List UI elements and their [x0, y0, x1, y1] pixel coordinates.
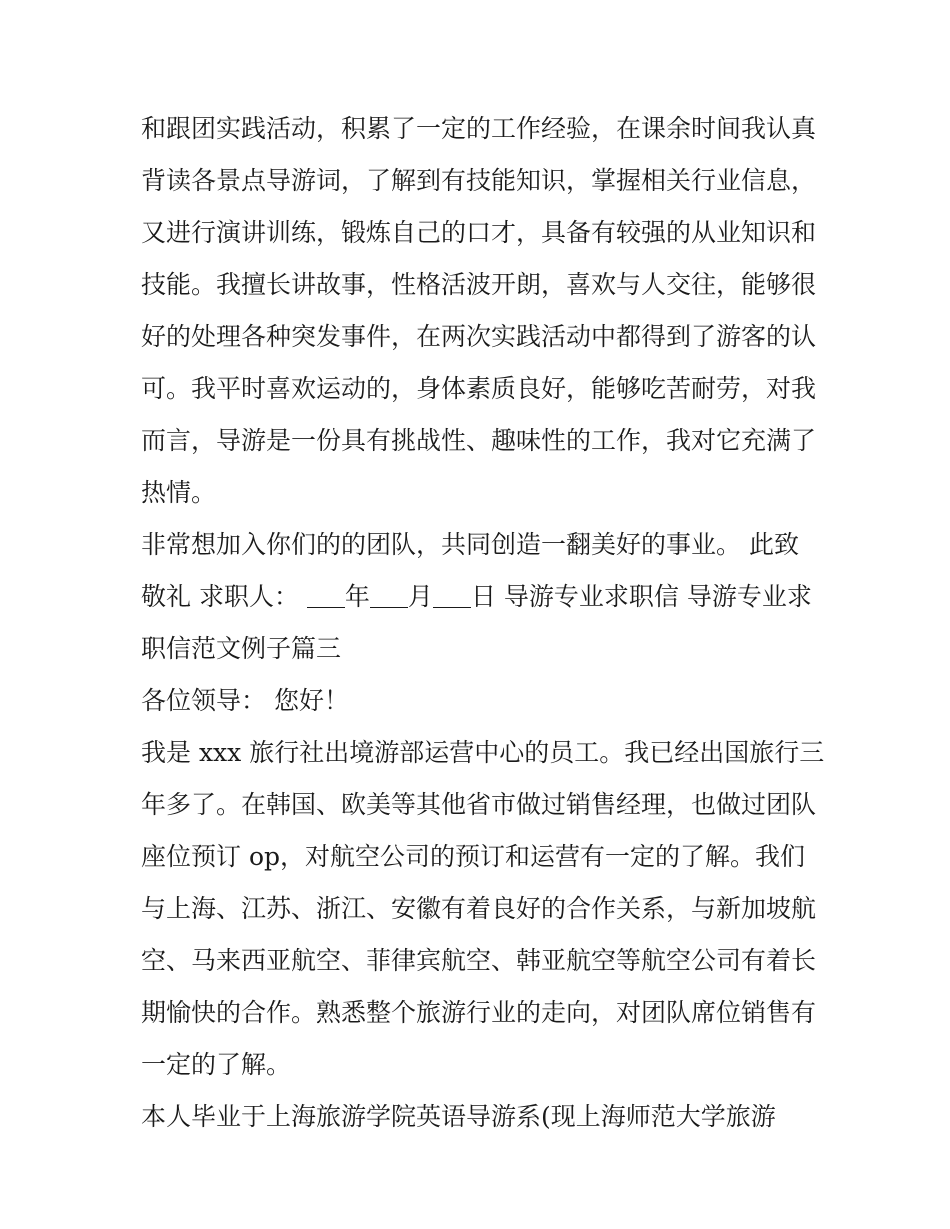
text-line: 非常想加入你们的的团队，共同创造一翻美好的事业。 此致: [141, 530, 799, 559]
text-line: 空、马来西亚航空、菲律宾航空、韩亚航空等航空公司有着长: [141, 946, 817, 975]
text-line: 技能。我擅长讲故事，性格活波开朗，喜欢与人交往，能够很: [141, 270, 817, 299]
text-line: 我是 xxx 旅行社出境游部运营中心的员工。我已经出国旅行三: [141, 738, 825, 767]
greeting-line: 各位领导： 您好！: [141, 686, 349, 715]
text-line: 和跟团实践活动，积累了一定的工作经验，在课余时间我认真: [141, 114, 817, 143]
document-body: [141, 103, 825, 1143]
text-line: 本人毕业于上海旅游学院英语导游系(现上海师范大学旅游: [141, 1102, 776, 1131]
text-line: 又进行演讲训练，锻炼自己的口才，具备有较强的从业知识和: [141, 218, 817, 247]
section-title: 职信范文例子篇三: [141, 634, 342, 663]
month-blank: [370, 585, 408, 608]
day-label: 日: [470, 582, 496, 611]
text-line: 与上海、江苏、浙江、安徽有着良好的合作关系，与新加坡航: [141, 894, 817, 923]
text-line: 座位预订 op，对航空公司的预订和运营有一定的了解。我们: [141, 842, 806, 871]
text-line: 年多了。在韩国、欧美等其他省市做过销售经理，也做过团队: [141, 790, 817, 819]
text-line: 好的处理各种突发事件，在两次实践活动中都得到了游客的认: [141, 322, 817, 351]
text-line: 背读各景点导游词，了解到有技能知识，掌握相关行业信息，: [141, 166, 817, 195]
year-label: 年: [344, 582, 370, 611]
text-line: 一定的了解。: [141, 1050, 292, 1079]
month-label: 月: [407, 582, 433, 611]
closing-prefix: 敬礼 求职人：: [141, 582, 307, 611]
text-line: 可。我平时喜欢运动的，身体素质良好，能够吃苦耐劳，对我: [141, 374, 817, 403]
text-line: 期愉快的合作。熟悉整个旅游行业的走向，对团队席位销售有: [141, 998, 817, 1027]
closing-suffix: 导游专业求职信 导游专业求: [495, 582, 812, 611]
text-line: 热情。: [141, 478, 217, 507]
day-blank: [433, 585, 471, 608]
year-blank: [307, 585, 345, 608]
text-line: 而言，导游是一份具有挑战性、趣味性的工作，我对它充满了: [141, 426, 817, 455]
closing-line: [141, 571, 821, 623]
